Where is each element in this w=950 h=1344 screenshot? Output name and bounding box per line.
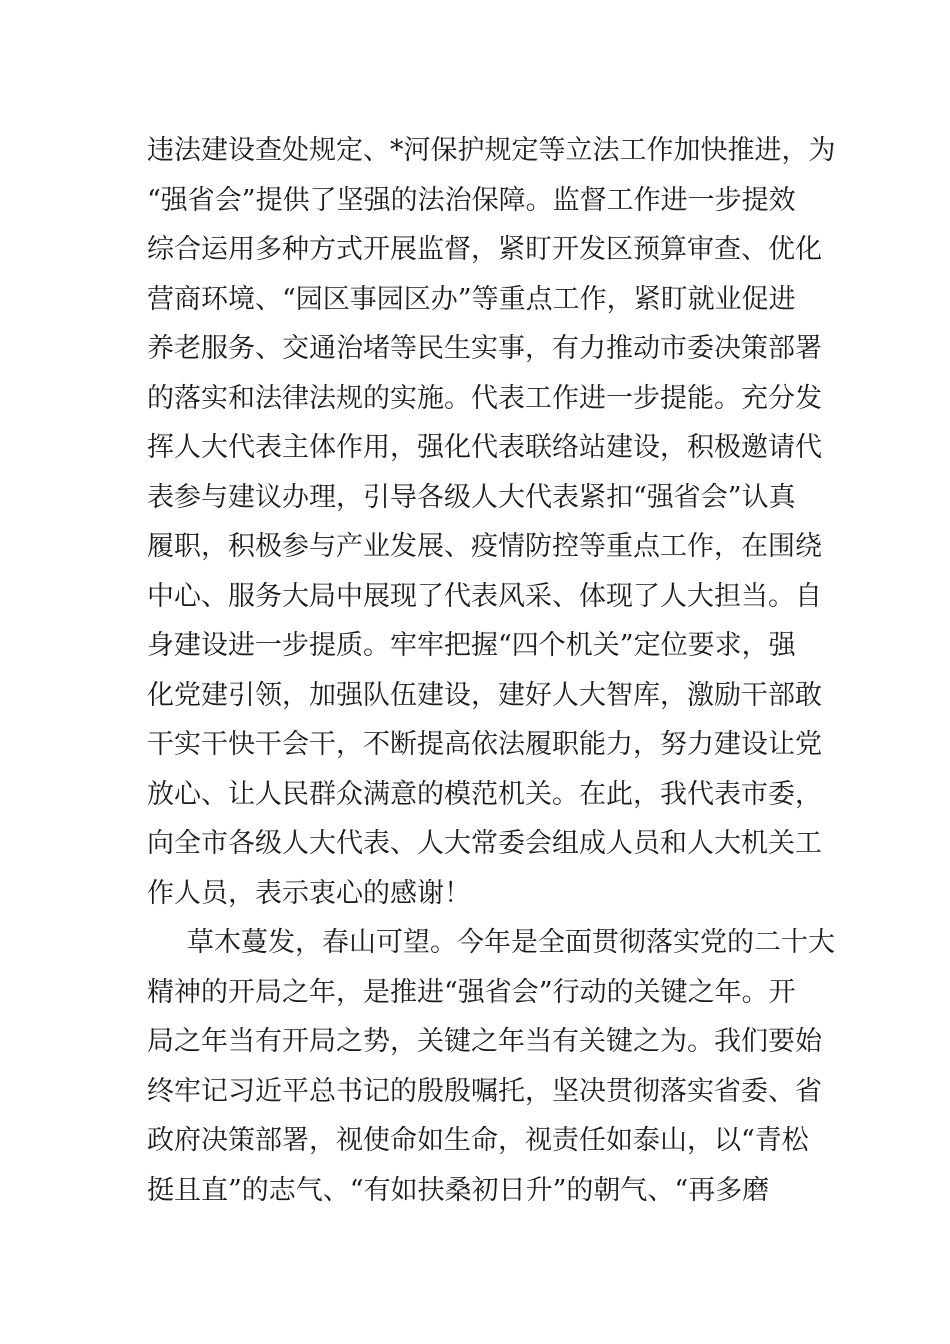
- text-line: 精神的开局之年，是推进“强省会”行动的关键之年。开: [147, 976, 796, 1008]
- text-line: 养老服务、交通治堵等民生实事，有力推动市委决策部署: [147, 333, 822, 364]
- text-line: 终牢记习近平总书记的殷殷嘱托，坚决贯彻落实省委、省: [147, 1075, 822, 1107]
- text-line: 身建设进一步提质。牢牢把握“四个机关”定位要求，强: [147, 630, 796, 661]
- text-line: 化党建引领，加强队伍建设，建好人大智库，激励干部敢: [147, 679, 822, 711]
- text-line: 放心、让人民群众满意的模范机关。在此，我代表市委，: [147, 778, 822, 810]
- text-line: 政府决策部署，视使命如生命，视责任如泰山，以“青松: [147, 1125, 809, 1156]
- body-text: [147, 126, 836, 1215]
- text-line: 挺且直”的志气、“有如扶桑初日升”的朝气、“再多磨: [147, 1174, 770, 1206]
- text-line: 表参与建议办理，引导各级人大代表紧扣“强省会”认真: [147, 481, 796, 513]
- text-line: 履职，积极参与产业发展、疫情防控等重点工作，在围绕: [147, 531, 822, 562]
- text-line: 作人员，表示衷心的感谢！: [147, 877, 471, 909]
- text-line: “强省会”提供了坚强的法治保障。监督工作进一步提效: [147, 184, 796, 216]
- text-line: 营商环境、“园区事园区办”等重点工作，紧盯就业促进: [147, 283, 796, 315]
- text-line: 的落实和法律法规的实施。代表工作进一步提能。充分发: [147, 382, 822, 414]
- text-line: 局之年当有开局之势，关键之年当有关键之为。我们要始: [147, 1026, 822, 1057]
- text-line: 综合运用多种方式开展监督，紧盯开发区预算审查、优化: [147, 234, 822, 265]
- text-line: 向全市各级人大代表、人大常委会组成人员和人大机关工: [147, 828, 822, 859]
- paragraph-start-line: 草木蔓发，春山可望。今年是全面贯彻落实党的二十大: [187, 927, 835, 958]
- text-line: 挥人大代表主体作用，强化代表联络站建设，积极邀请代: [147, 432, 822, 463]
- text-line: 违法建设查处规定、*河保护规定等立法工作加快推进，为: [147, 135, 836, 166]
- text-line: 干实干快干会干，不断提高依法履职能力，努力建设让党: [147, 729, 822, 760]
- text-line: 中心、服务大局中展现了代表风采、体现了人大担当。自: [147, 580, 822, 612]
